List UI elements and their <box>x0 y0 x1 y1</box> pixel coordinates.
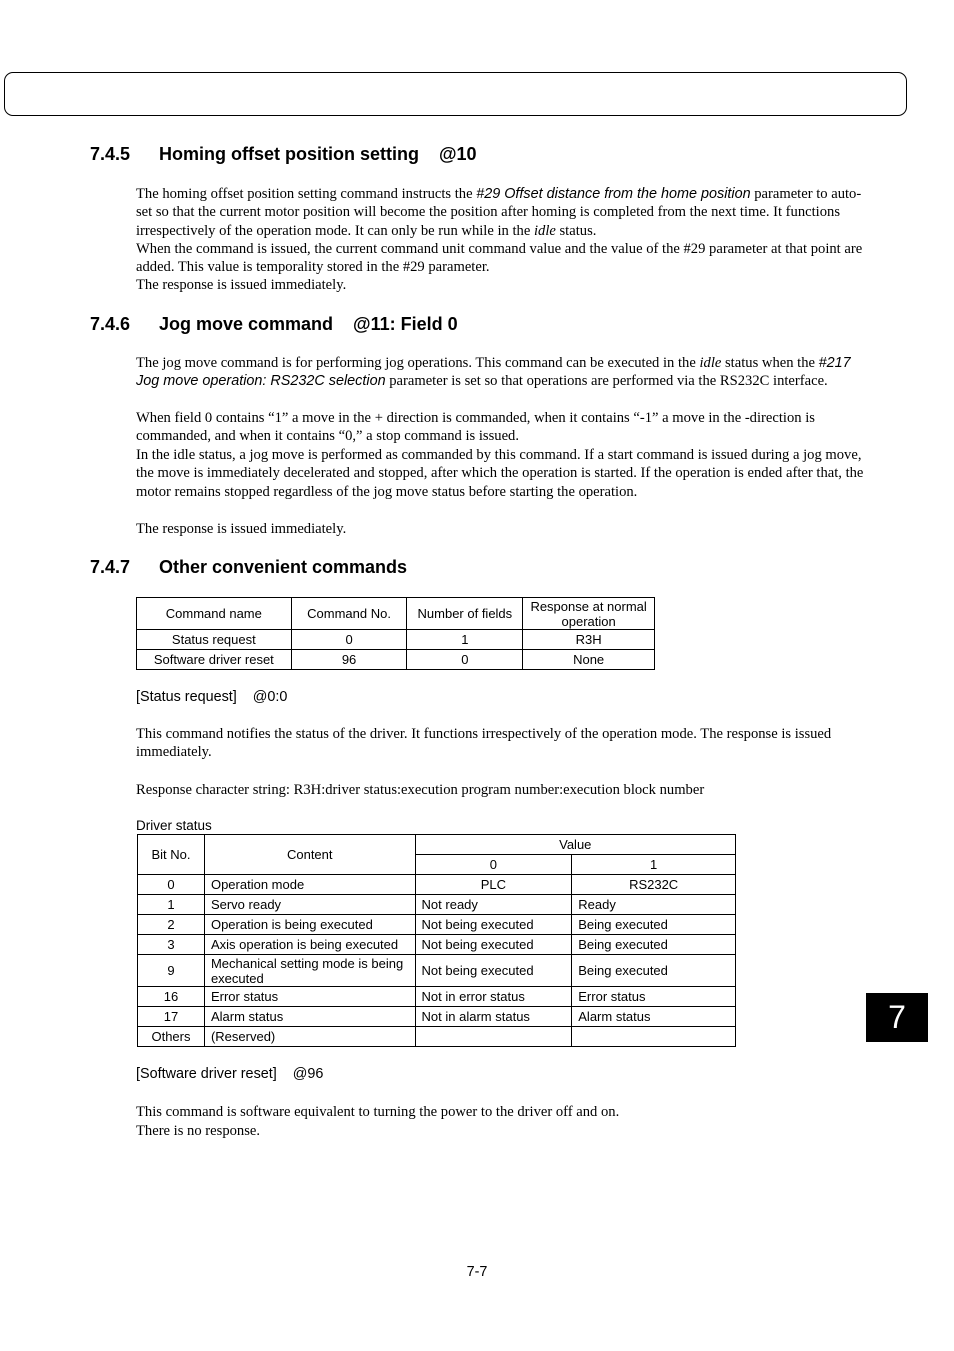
section-number: 7.4.6 <box>90 314 131 334</box>
table-row <box>138 935 736 955</box>
table-cell: Error status <box>572 987 736 1007</box>
column-header: Content <box>204 835 415 875</box>
table-cell: 96 <box>291 650 407 670</box>
table-cell: 2 <box>138 915 205 935</box>
table-cell: 3 <box>138 935 205 955</box>
table-row <box>138 1007 736 1027</box>
section-heading-7-4-6 <box>90 314 458 335</box>
table-cell: RS232C <box>572 875 736 895</box>
subheading-status-request: [Status request] @0:0 <box>136 689 288 705</box>
section-title: Jog move command @11: Field 0 <box>159 314 458 334</box>
table-row <box>138 1027 736 1047</box>
table-cell: Error status <box>204 987 415 1007</box>
table-row <box>138 987 736 1007</box>
table-cell: Not being executed <box>415 935 572 955</box>
table-cell: Alarm status <box>204 1007 415 1027</box>
column-header: Command No. <box>291 598 407 630</box>
table-row <box>137 630 655 650</box>
table-cell: R3H <box>523 630 655 650</box>
column-header: 1 <box>572 855 736 875</box>
table-cell: Not in alarm status <box>415 1007 572 1027</box>
table-caption: Driver status <box>136 818 212 833</box>
table-cell: Axis operation is being executed <box>204 935 415 955</box>
section-heading-7-4-5 <box>90 144 477 165</box>
table-header-row <box>138 835 736 855</box>
paragraph: In the idle status, a jog move is performed as commanded by this command. If a start command is issued during a jog move, the move is immediately decelerated and stopped, after which the operation is started. If the operation is ended after that, the motor remains stopped regardless of the jog move status before starting the operation. <box>136 447 864 500</box>
paragraph: This command is software equivalent to turning the power to the driver off and on. <box>136 1104 620 1120</box>
table-header-row <box>137 598 655 630</box>
section-title: Homing offset position setting @10 <box>159 144 477 164</box>
table-cell: Being executed <box>572 935 736 955</box>
table-cell: Status request <box>137 630 292 650</box>
paragraph: When the command is issued, the current command unit command value and the value of the #29 parameter at that point are added. This value is temporality stored in the #29 parameter. <box>136 241 863 276</box>
column-header: Number of fields <box>407 598 523 630</box>
table-cell: None <box>523 650 655 670</box>
paragraph: The homing offset position setting command instructs the #29 Offset distance from the home position parameter to auto-set so that the current motor position will become the position after homing is completed from the next time. It functions irrespectively of the operation mode. It can only be run while in the idle status. <box>136 186 862 239</box>
table-cell: 17 <box>138 1007 205 1027</box>
table-cell: 1 <box>138 895 205 915</box>
paragraph: The response is issued immediately. <box>136 277 347 293</box>
parameter-reference: #217 Jog move operation: RS232C selection <box>136 355 851 390</box>
table-cell <box>415 1027 572 1047</box>
table-row <box>137 650 655 670</box>
table-cell: 0 <box>291 630 407 650</box>
parameter-reference: #29 Offset distance from the home position <box>476 186 751 202</box>
paragraph: The response is issued immediately. <box>136 521 347 537</box>
section-heading-7-4-7 <box>90 557 407 578</box>
paragraph: There is no response. <box>136 1123 261 1139</box>
table-cell: Others <box>138 1027 205 1047</box>
column-header: Bit No. <box>138 835 205 875</box>
table-row <box>138 915 736 935</box>
table-cell: Not being executed <box>415 955 572 987</box>
driver-status-table <box>137 834 736 1047</box>
table-cell: Software driver reset <box>137 650 292 670</box>
table-cell: Alarm status <box>572 1007 736 1027</box>
table-cell: 9 <box>138 955 205 987</box>
section-number: 7.4.7 <box>90 557 131 577</box>
table-row <box>138 955 736 987</box>
column-header: Response at normal operation <box>523 598 655 630</box>
section-title: Other convenient commands <box>159 557 408 577</box>
table-cell: 1 <box>407 630 523 650</box>
page-number: 7-7 <box>466 1264 488 1280</box>
table-row <box>138 895 736 915</box>
page-header-box <box>4 72 907 116</box>
table-cell: Not being executed <box>415 915 572 935</box>
table-cell <box>572 1027 736 1047</box>
table-cell: Ready <box>572 895 736 915</box>
table-cell: Mechanical setting mode is being executed <box>204 955 415 987</box>
table-cell: 16 <box>138 987 205 1007</box>
paragraph: The jog move command is for performing jog operations. This command can be executed in the idle status when the #217 Jog move operation: RS232C selection parameter is set so that operations are performed via the RS232C interface. <box>136 355 851 390</box>
table-cell: 0 <box>407 650 523 670</box>
table-cell: (Reserved) <box>204 1027 415 1047</box>
column-header: 0 <box>415 855 572 875</box>
table-cell: Not in error status <box>415 987 572 1007</box>
chapter-tab: 7 <box>866 993 928 1042</box>
table-cell: Operation mode <box>204 875 415 895</box>
table-cell: 0 <box>138 875 205 895</box>
table-cell: Operation is being executed <box>204 915 415 935</box>
table-row <box>138 875 736 895</box>
table-cell: Servo ready <box>204 895 415 915</box>
command-table <box>136 597 655 670</box>
table-cell: Not ready <box>415 895 572 915</box>
table-cell: PLC <box>415 875 572 895</box>
table-cell: Being executed <box>572 955 736 987</box>
table-cell: Being executed <box>572 915 736 935</box>
paragraph: This command notifies the status of the driver. It functions irrespectively of the operation mode. The response is issued immediately. <box>136 726 832 761</box>
paragraph: Response character string: R3H:driver status:execution program number:execution block number <box>136 782 705 798</box>
paragraph: When field 0 contains “1” a move in the + direction is commanded, when it contains “-1” a move in the -direction is commanded, and when it contains “0,” a stop command is issued. <box>136 410 815 445</box>
column-header: Command name <box>137 598 292 630</box>
section-number: 7.4.5 <box>90 144 131 164</box>
column-header: Value <box>415 835 735 855</box>
subheading-software-reset: [Software driver reset] @96 <box>136 1066 324 1082</box>
